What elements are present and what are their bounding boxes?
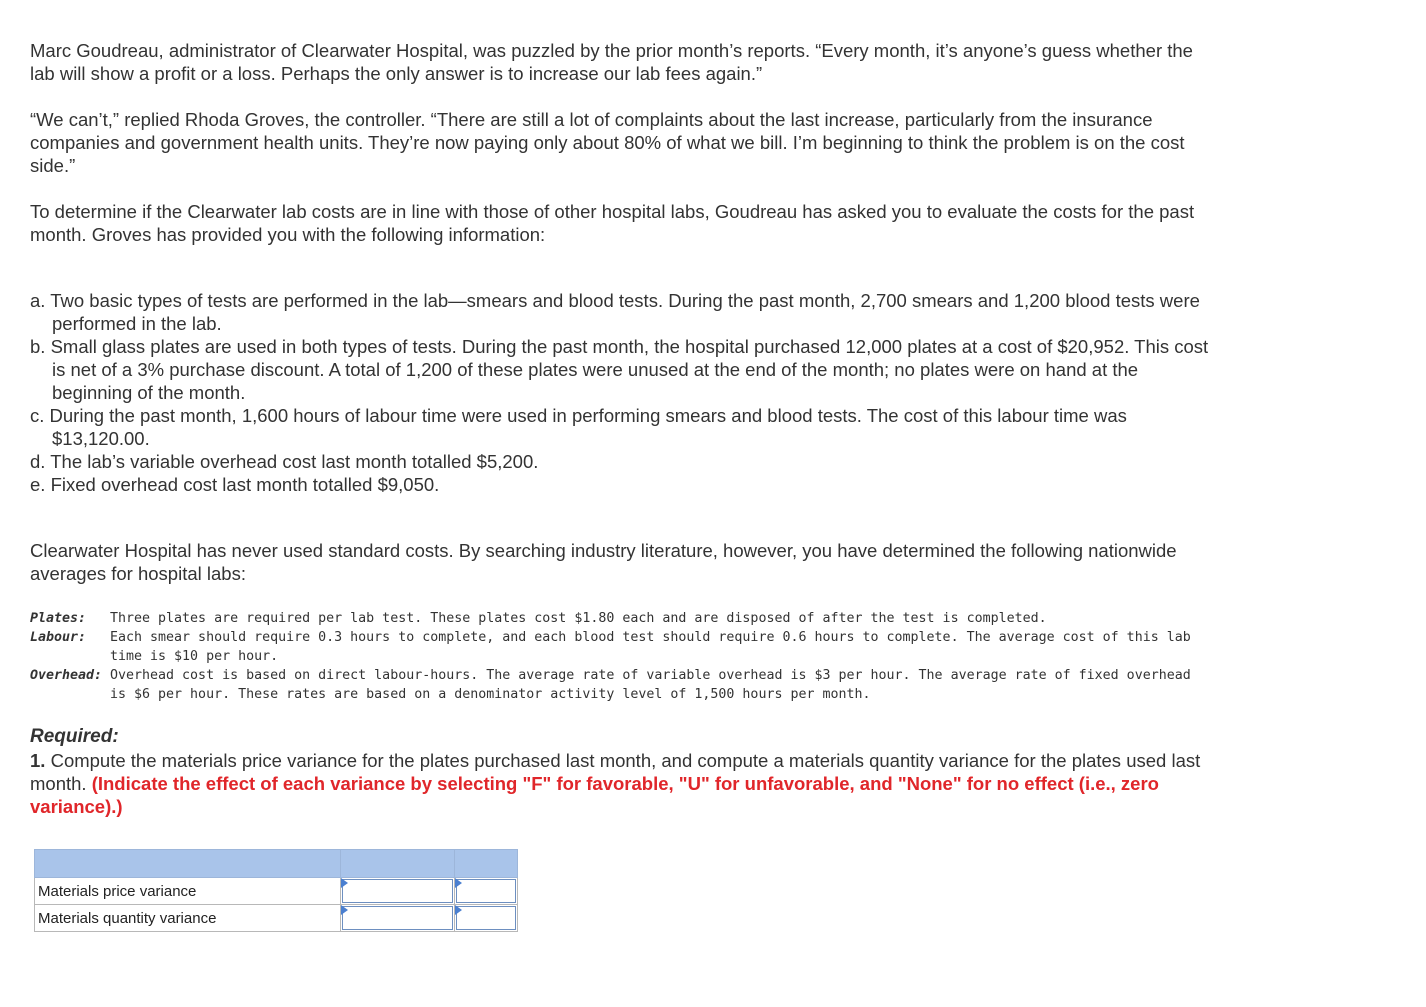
standard-text: Overhead cost is based on direct labour-hours. The average rate of variable overhead is $3 per hour. The average rate of fixed overhead is $6 per hour. These rates are based on a denominator activity level of 1,500 hours per month.	[110, 668, 1191, 702]
required-instruction: (Indicate the effect of each variance by selecting "F" for favorable, "U" for unfavorable, and "None" for no effect (i.e., zero variance).)	[30, 773, 1159, 817]
input-box[interactable]	[342, 879, 453, 903]
standards-block	[30, 609, 1200, 704]
standard-label: Labour:	[30, 630, 87, 645]
standards-intro: Clearwater Hospital has never used standard costs. By searching industry literature, however, you have determined the following nationwide averages for hospital labs:	[30, 540, 1177, 584]
standard-label: Plates:	[30, 611, 87, 626]
variance-answer-table	[34, 849, 518, 932]
info-item-b: b. Small glass plates are used in both types of tests. During the past month, the hospital purchased 12,000 plates at a cost of $20,952. This cost is net of a 3% purchase discount. A total of 1,200 of these plates were unused at the end of the month; no plates were on hand at the beginning of the month.	[30, 336, 1209, 403]
standard-overhead	[30, 666, 1200, 704]
row-label: Materials price variance	[35, 878, 341, 905]
standard-labour	[30, 628, 1200, 666]
table-row-quantity-variance	[35, 905, 518, 932]
info-list	[30, 289, 1220, 496]
input-box[interactable]	[342, 906, 453, 930]
info-item-a: a. Two basic types of tests are performed in the lab—smears and blood tests. During the past month, 2,700 smears and 1,200 blood tests were performed in the lab.	[30, 290, 1200, 334]
quantity-variance-amount-input[interactable]	[341, 905, 455, 932]
standard-plates	[30, 609, 1200, 628]
intro-paragraph-2: “We can’t,” replied Rhoda Groves, the controller. “There are still a lot of complaints about the last increase, particularly from the insurance companies and government health units. They’re now paying only about 80% of what we bill. I’m beginning to think the problem is on the cost side.”	[30, 109, 1185, 176]
dropdown-marker-icon	[341, 905, 348, 915]
table-header-row	[35, 850, 518, 878]
info-item-d: d. The lab’s variable overhead cost last month totalled $5,200.	[30, 451, 539, 472]
required-title: Required:	[30, 726, 119, 747]
intro-paragraph-3: To determine if the Clearwater lab costs are in line with those of other hospital labs, Goudreau has asked you to evaluate the costs for the past month. Groves has provided you with the following information:	[30, 201, 1195, 245]
standard-text: Each smear should require 0.3 hours to complete, and each blood test should require 0.6 hours to complete. The average cost of this lab time is $10 per hour.	[110, 630, 1191, 664]
row-label: Materials quantity variance	[35, 905, 341, 932]
required-text: Compute the materials price variance for the plates purchased last month, and compute a materials quantity variance for the plates used last month.	[30, 750, 1201, 794]
price-variance-effect-select[interactable]	[455, 878, 518, 905]
info-item-c: c. During the past month, 1,600 hours of labour time were used in performing smears and blood tests. The cost of this labour time was $13,120.00.	[30, 405, 1127, 449]
standard-label: Overhead:	[30, 668, 103, 683]
required-number: 1.	[30, 750, 46, 771]
select-box[interactable]	[456, 906, 516, 930]
price-variance-amount-input[interactable]	[341, 878, 455, 905]
standard-text: Three plates are required per lab test. These plates cost $1.80 each and are disposed of after the test is completed.	[110, 611, 1047, 626]
dropdown-marker-icon	[455, 905, 462, 915]
select-box[interactable]	[456, 879, 516, 903]
quantity-variance-effect-select[interactable]	[455, 905, 518, 932]
required-body	[30, 749, 1205, 818]
table-row-price-variance	[35, 878, 518, 905]
info-item-e: e. Fixed overhead cost last month totalled $9,050.	[30, 474, 440, 495]
dropdown-marker-icon	[455, 878, 462, 888]
dropdown-marker-icon	[341, 878, 348, 888]
intro-paragraph-1: Marc Goudreau, administrator of Clearwater Hospital, was puzzled by the prior month’s reports. “Every month, it’s anyone’s guess whether the lab will show a profit or a loss. Perhaps the only answer is to increase our lab fees again.”	[30, 40, 1193, 84]
